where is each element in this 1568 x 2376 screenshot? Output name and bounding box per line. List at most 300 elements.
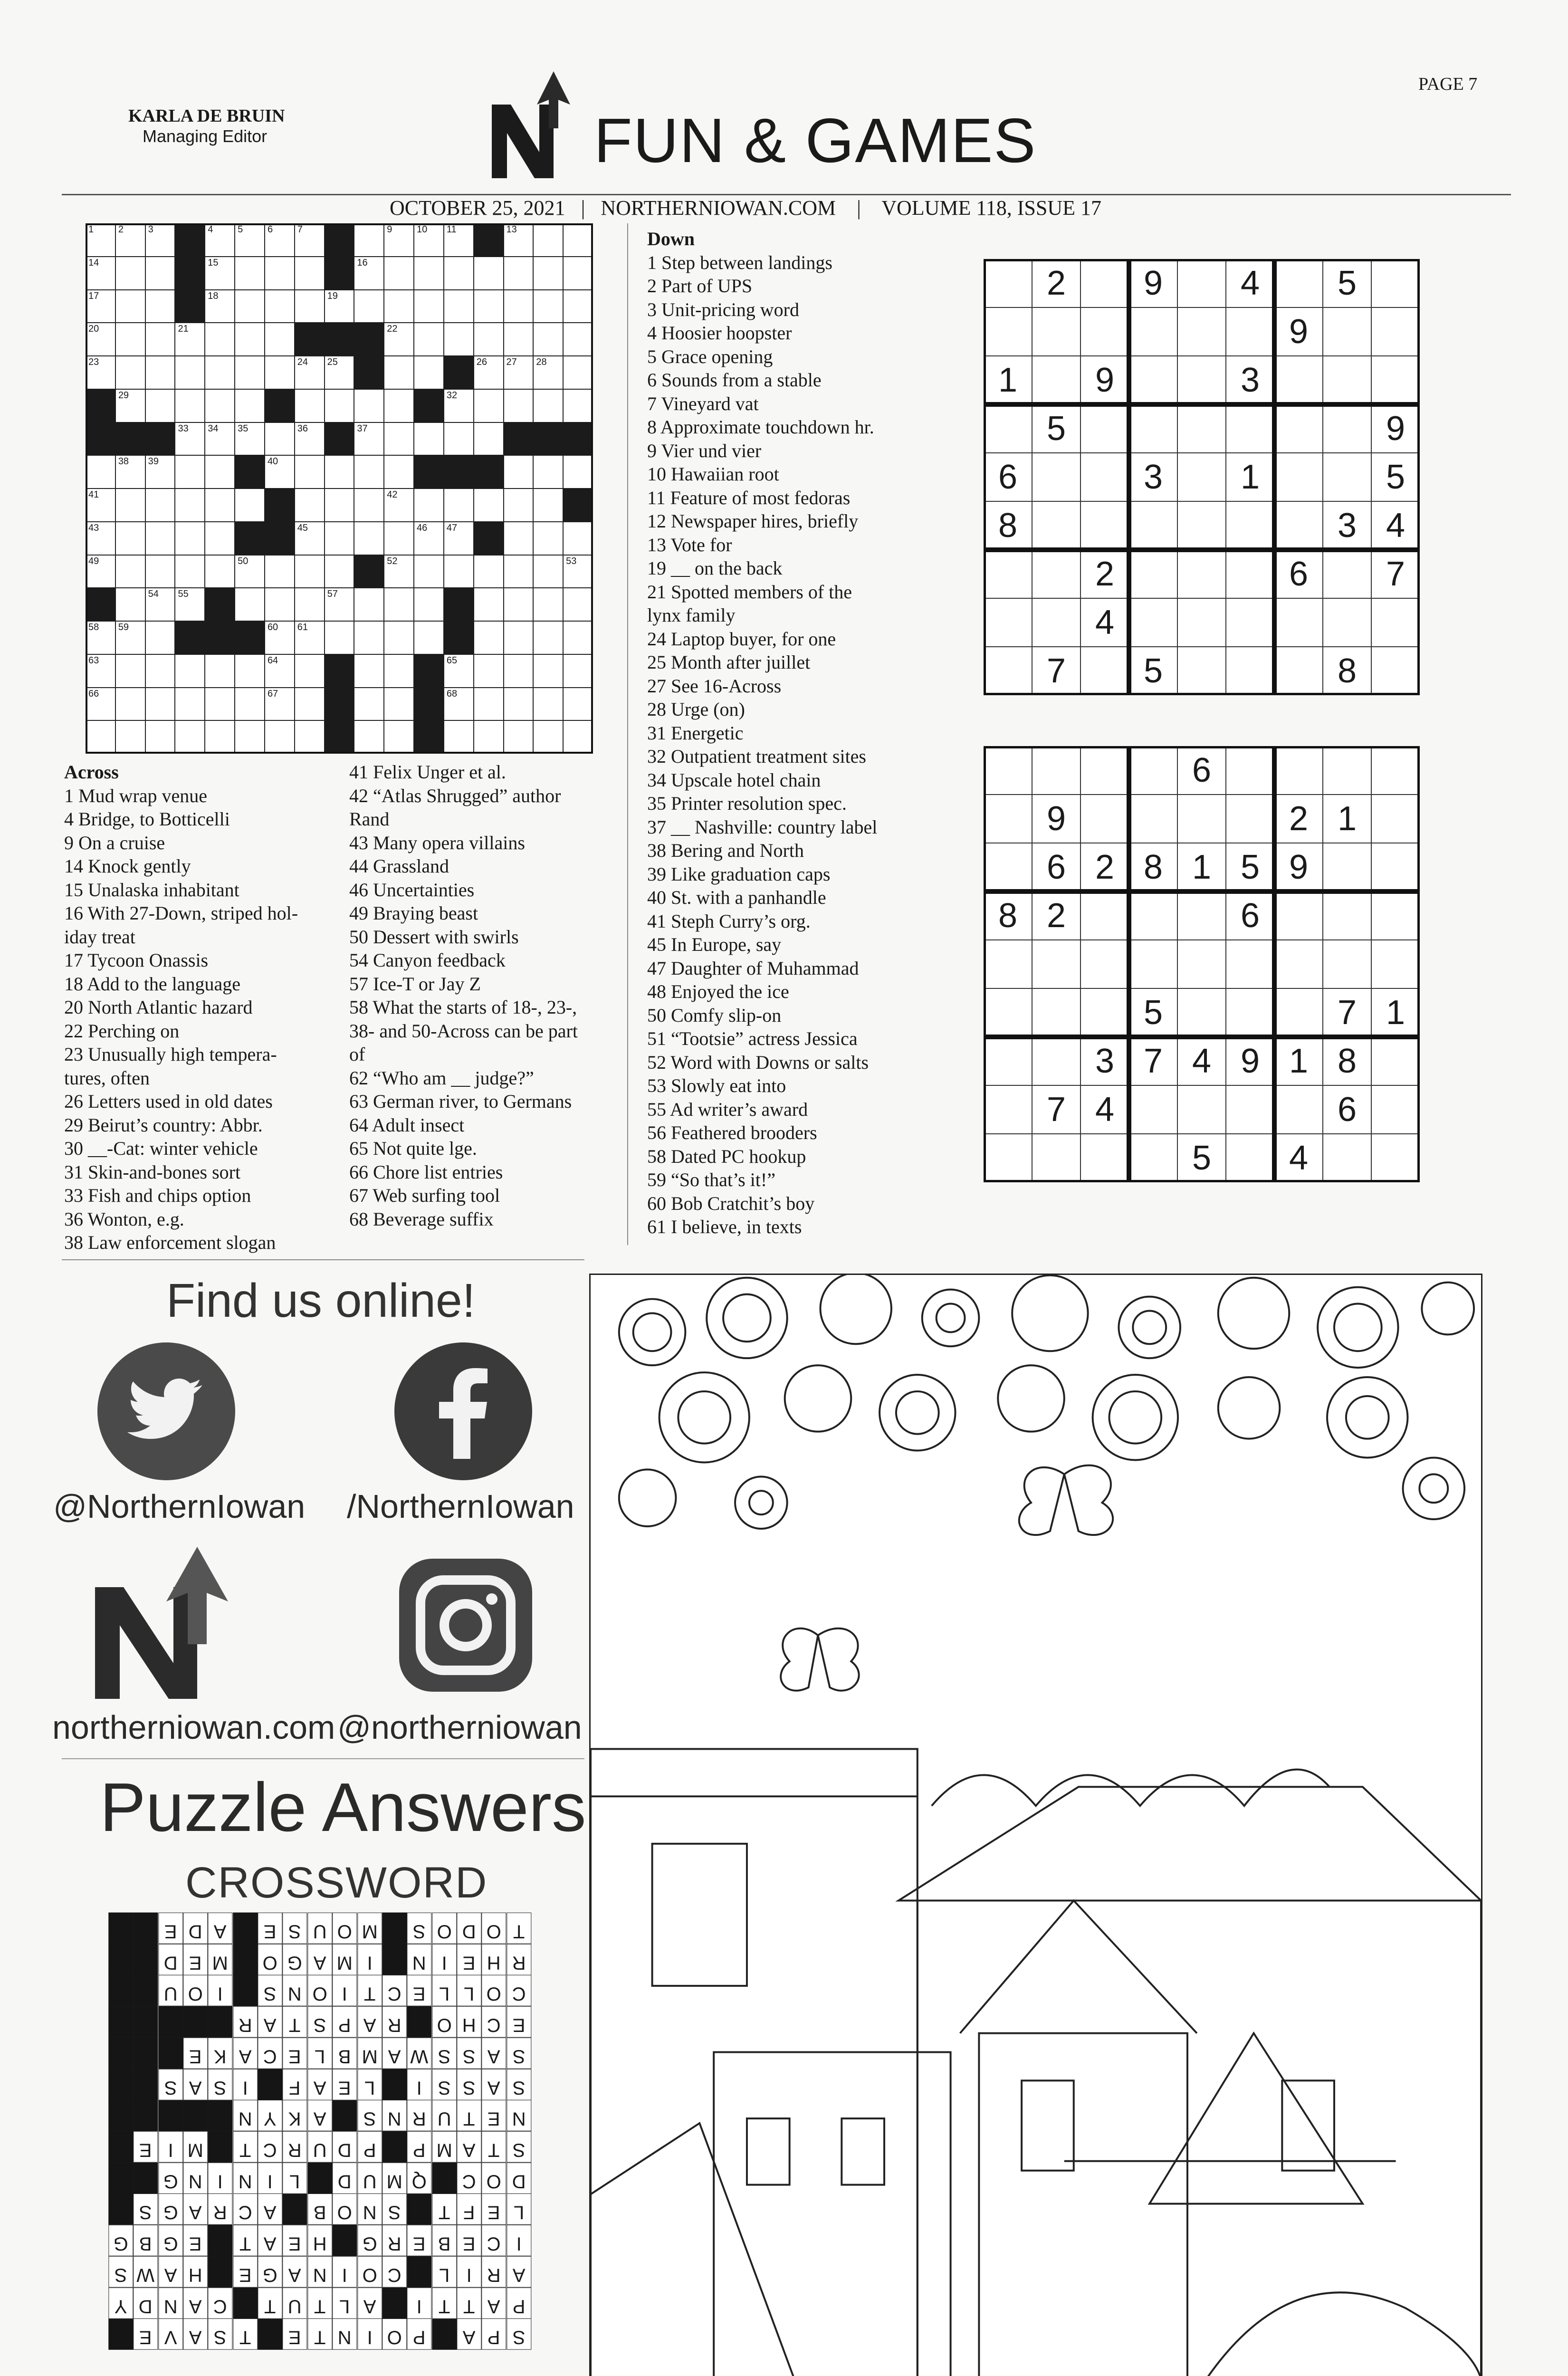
sudoku-cell[interactable] [984, 1085, 1032, 1134]
crossword-cell[interactable] [325, 489, 354, 522]
sudoku-cell[interactable] [1226, 598, 1274, 647]
crossword-cell[interactable] [205, 654, 235, 688]
sudoku-cell[interactable] [1080, 453, 1129, 501]
crossword-cell[interactable] [235, 588, 265, 621]
sudoku-cell[interactable] [1080, 647, 1129, 695]
crossword-cell[interactable] [384, 654, 414, 688]
site-url[interactable]: northerniowan.com [52, 1709, 335, 1746]
crossword-cell[interactable] [563, 588, 593, 621]
sudoku-cell[interactable] [1226, 940, 1274, 988]
crossword-cell[interactable] [175, 489, 205, 522]
sudoku-cell[interactable] [1323, 598, 1371, 647]
crossword-cell[interactable] [444, 290, 474, 323]
crossword-cell[interactable] [414, 489, 444, 522]
crossword-cell[interactable] [86, 489, 115, 522]
crossword-cell[interactable] [354, 257, 384, 290]
crossword-cell[interactable] [504, 455, 534, 489]
sudoku-cell[interactable] [1129, 550, 1177, 598]
crossword-cell[interactable] [145, 290, 175, 323]
sudoku-cell[interactable] [1177, 647, 1226, 695]
crossword-cell[interactable] [325, 290, 354, 323]
sudoku-cell[interactable] [1080, 988, 1129, 1037]
sudoku-cell[interactable] [1371, 795, 1420, 843]
sudoku-cell[interactable] [1177, 259, 1226, 307]
crossword-cell[interactable] [265, 323, 295, 356]
crossword-cell[interactable] [235, 720, 265, 754]
crossword-cell[interactable] [414, 588, 444, 621]
sudoku-cell[interactable] [1032, 453, 1080, 501]
sudoku-cell[interactable] [1274, 647, 1323, 695]
sudoku-cell[interactable] [1080, 404, 1129, 453]
crossword-cell[interactable] [295, 389, 325, 422]
sudoku-cell[interactable] [1371, 1085, 1420, 1134]
crossword-cell[interactable] [86, 290, 115, 323]
sudoku-cell[interactable] [984, 404, 1032, 453]
crossword-cell[interactable] [414, 621, 444, 654]
crossword-cell[interactable] [354, 654, 384, 688]
sudoku-cell[interactable] [984, 550, 1032, 598]
crossword-cell[interactable] [444, 389, 474, 422]
crossword-cell[interactable] [563, 720, 593, 754]
crossword-cell[interactable] [533, 323, 563, 356]
sudoku-cell[interactable] [1032, 746, 1080, 795]
crossword-cell[interactable] [205, 720, 235, 754]
sudoku-cell[interactable] [1080, 1134, 1129, 1182]
crossword-cell[interactable] [474, 290, 504, 323]
sudoku-cell[interactable] [1274, 1085, 1323, 1134]
sudoku-cell[interactable] [1274, 598, 1323, 647]
twitter-bird-icon[interactable] [95, 1340, 238, 1483]
crossword-cell[interactable] [145, 223, 175, 257]
sudoku-cell[interactable] [1177, 940, 1226, 988]
crossword-cell[interactable] [145, 588, 175, 621]
crossword-cell[interactable] [175, 389, 205, 422]
crossword-cell[interactable] [295, 688, 325, 721]
crossword-cell[interactable] [444, 522, 474, 555]
crossword-cell[interactable] [354, 522, 384, 555]
crossword-cell[interactable] [563, 290, 593, 323]
crossword-cell[interactable] [265, 422, 295, 456]
sudoku-cell[interactable] [1032, 1037, 1080, 1085]
crossword-cell[interactable] [205, 555, 235, 588]
sudoku-cell[interactable] [1129, 598, 1177, 647]
crossword-cell[interactable] [533, 455, 563, 489]
crossword-cell[interactable] [533, 257, 563, 290]
crossword-cell[interactable] [265, 555, 295, 588]
crossword-cell[interactable] [145, 356, 175, 389]
crossword-cell[interactable] [474, 389, 504, 422]
sudoku-cell[interactable] [1080, 259, 1129, 307]
sudoku-cell[interactable] [1226, 501, 1274, 550]
crossword-cell[interactable] [235, 223, 265, 257]
crossword-cell[interactable] [295, 223, 325, 257]
instagram-handle[interactable]: @northerniowan [337, 1709, 582, 1746]
crossword-cell[interactable] [86, 654, 115, 688]
crossword-cell[interactable] [504, 621, 534, 654]
crossword-cell[interactable] [205, 389, 235, 422]
crossword-cell[interactable] [354, 588, 384, 621]
crossword-cell[interactable] [205, 489, 235, 522]
crossword-cell[interactable] [474, 489, 504, 522]
sudoku-cell[interactable] [1371, 647, 1420, 695]
crossword-cell[interactable] [474, 688, 504, 721]
sudoku-cell[interactable] [1274, 891, 1323, 940]
crossword-cell[interactable] [325, 621, 354, 654]
crossword-cell[interactable] [504, 257, 534, 290]
crossword-cell[interactable] [504, 389, 534, 422]
sudoku-cell[interactable] [1323, 356, 1371, 404]
crossword-cell[interactable] [295, 489, 325, 522]
crossword-cell[interactable] [115, 555, 145, 588]
crossword-cell[interactable] [235, 257, 265, 290]
crossword-cell[interactable] [145, 621, 175, 654]
crossword-cell[interactable] [295, 522, 325, 555]
sudoku-cell[interactable] [1323, 404, 1371, 453]
sudoku-cell[interactable] [1274, 356, 1323, 404]
crossword-cell[interactable] [235, 323, 265, 356]
crossword-cell[interactable] [115, 588, 145, 621]
crossword-cell[interactable] [444, 422, 474, 456]
sudoku-cell[interactable] [1032, 988, 1080, 1037]
sudoku-cell[interactable] [1177, 404, 1226, 453]
sudoku-cell[interactable] [1032, 598, 1080, 647]
crossword-cell[interactable] [265, 223, 295, 257]
crossword-cell[interactable] [384, 323, 414, 356]
sudoku-cell[interactable] [1177, 988, 1226, 1037]
crossword-cell[interactable] [175, 588, 205, 621]
crossword-cell[interactable] [175, 555, 205, 588]
crossword-cell[interactable] [474, 621, 504, 654]
crossword-cell[interactable] [295, 720, 325, 754]
crossword-cell[interactable] [354, 422, 384, 456]
crossword-cell[interactable] [175, 455, 205, 489]
sudoku-cell[interactable] [1274, 404, 1323, 453]
twitter-handle[interactable]: @NorthernIowan [53, 1488, 306, 1525]
crossword-cell[interactable] [384, 422, 414, 456]
crossword-cell[interactable] [354, 389, 384, 422]
crossword-cell[interactable] [86, 688, 115, 721]
sudoku-cell[interactable] [984, 259, 1032, 307]
crossword-cell[interactable] [86, 257, 115, 290]
crossword-cell[interactable] [384, 455, 414, 489]
sudoku-cell[interactable] [1226, 1134, 1274, 1182]
crossword-cell[interactable] [205, 290, 235, 323]
crossword-cell[interactable] [205, 522, 235, 555]
crossword-cell[interactable] [295, 422, 325, 456]
crossword-cell[interactable] [414, 522, 444, 555]
sudoku-cell[interactable] [984, 647, 1032, 695]
crossword-cell[interactable] [533, 290, 563, 323]
sudoku-cell[interactable] [984, 940, 1032, 988]
sudoku-cell[interactable] [1371, 356, 1420, 404]
sudoku-cell[interactable] [1226, 1085, 1274, 1134]
crossword-cell[interactable] [145, 389, 175, 422]
sudoku-cell[interactable] [1129, 307, 1177, 356]
crossword-cell[interactable] [175, 356, 205, 389]
crossword-cell[interactable] [444, 555, 474, 588]
crossword-cell[interactable] [474, 323, 504, 356]
crossword-cell[interactable] [325, 555, 354, 588]
crossword-cell[interactable] [235, 489, 265, 522]
sudoku-cell[interactable] [1177, 1085, 1226, 1134]
crossword-cell[interactable] [444, 223, 474, 257]
crossword-cell[interactable] [175, 688, 205, 721]
crossword-cell[interactable] [504, 588, 534, 621]
sudoku-cell[interactable] [1080, 746, 1129, 795]
sudoku-cell[interactable] [1323, 940, 1371, 988]
sudoku-cell[interactable] [1371, 891, 1420, 940]
crossword-cell[interactable] [504, 522, 534, 555]
crossword-cell[interactable] [474, 654, 504, 688]
crossword-cell[interactable] [563, 223, 593, 257]
crossword-cell[interactable] [384, 621, 414, 654]
crossword-cell[interactable] [265, 356, 295, 389]
crossword-cell[interactable] [504, 489, 534, 522]
crossword-cell[interactable] [235, 422, 265, 456]
sudoku-cell[interactable] [984, 988, 1032, 1037]
crossword-cell[interactable] [504, 323, 534, 356]
crossword-cell[interactable] [86, 522, 115, 555]
crossword-cell[interactable] [115, 654, 145, 688]
crossword-cell[interactable] [205, 323, 235, 356]
crossword-cell[interactable] [265, 654, 295, 688]
crossword-cell[interactable] [384, 489, 414, 522]
sudoku-cell[interactable] [1323, 1134, 1371, 1182]
sudoku-cell[interactable] [1323, 843, 1371, 891]
crossword-cell[interactable] [563, 522, 593, 555]
crossword-cell[interactable] [295, 654, 325, 688]
crossword-cell[interactable] [563, 323, 593, 356]
crossword-cell[interactable] [175, 522, 205, 555]
sudoku-cell[interactable] [1371, 1037, 1420, 1085]
crossword-cell[interactable] [533, 588, 563, 621]
crossword-cell[interactable] [384, 356, 414, 389]
sudoku-cell[interactable] [1177, 598, 1226, 647]
sudoku-cell[interactable] [1177, 453, 1226, 501]
crossword-cell[interactable] [295, 290, 325, 323]
sudoku-cell[interactable] [1177, 356, 1226, 404]
crossword-cell[interactable] [115, 688, 145, 721]
sudoku-cell[interactable] [1226, 307, 1274, 356]
crossword-cell[interactable] [115, 356, 145, 389]
sudoku-cell[interactable] [1032, 356, 1080, 404]
crossword-cell[interactable] [115, 455, 145, 489]
crossword-cell[interactable] [354, 720, 384, 754]
crossword-cell[interactable] [533, 522, 563, 555]
crossword-cell[interactable] [354, 621, 384, 654]
crossword-cell[interactable] [384, 588, 414, 621]
sudoku-cell[interactable] [1226, 746, 1274, 795]
crossword-cell[interactable] [414, 356, 444, 389]
crossword-cell[interactable] [86, 356, 115, 389]
crossword-cell[interactable] [504, 654, 534, 688]
crossword-cell[interactable] [384, 290, 414, 323]
crossword-cell[interactable] [295, 621, 325, 654]
sudoku-cell[interactable] [1274, 746, 1323, 795]
sudoku-cell[interactable] [984, 795, 1032, 843]
crossword-cell[interactable] [235, 654, 265, 688]
crossword-cell[interactable] [145, 555, 175, 588]
crossword-cell[interactable] [444, 688, 474, 721]
crossword-cell[interactable] [563, 356, 593, 389]
crossword-cell[interactable] [533, 489, 563, 522]
crossword-cell[interactable] [533, 356, 563, 389]
crossword-cell[interactable] [145, 720, 175, 754]
crossword-cell[interactable] [533, 654, 563, 688]
crossword-cell[interactable] [354, 688, 384, 721]
crossword-cell[interactable] [533, 688, 563, 721]
sudoku-cell[interactable] [1274, 501, 1323, 550]
sudoku-cell[interactable] [1323, 746, 1371, 795]
crossword-cell[interactable] [563, 455, 593, 489]
crossword-cell[interactable] [145, 654, 175, 688]
sudoku-cell[interactable] [1032, 1134, 1080, 1182]
sudoku-cell[interactable] [1129, 891, 1177, 940]
sudoku-cell[interactable] [1080, 891, 1129, 940]
crossword-cell[interactable] [86, 555, 115, 588]
crossword-cell[interactable] [235, 356, 265, 389]
crossword-cell[interactable] [205, 688, 235, 721]
crossword-cell[interactable] [145, 522, 175, 555]
crossword-cell[interactable] [504, 223, 534, 257]
crossword-cell[interactable] [86, 455, 115, 489]
crossword-cell[interactable] [563, 555, 593, 588]
sudoku-cell[interactable] [1080, 940, 1129, 988]
sudoku-cell[interactable] [1129, 356, 1177, 404]
sudoku-cell[interactable] [1371, 940, 1420, 988]
crossword-cell[interactable] [563, 389, 593, 422]
crossword-cell[interactable] [474, 720, 504, 754]
crossword-cell[interactable] [533, 621, 563, 654]
sudoku-cell[interactable] [1177, 307, 1226, 356]
crossword-cell[interactable] [145, 489, 175, 522]
sudoku-cell[interactable] [1371, 1134, 1420, 1182]
crossword-cell[interactable] [384, 720, 414, 754]
crossword-cell[interactable] [474, 356, 504, 389]
crossword-cell[interactable] [205, 257, 235, 290]
crossword-cell[interactable] [384, 688, 414, 721]
crossword-cell[interactable] [115, 720, 145, 754]
crossword-cell[interactable] [563, 257, 593, 290]
sudoku-cell[interactable] [1129, 746, 1177, 795]
sudoku-cell[interactable] [1129, 1085, 1177, 1134]
crossword-cell[interactable] [533, 720, 563, 754]
crossword-cell[interactable] [563, 688, 593, 721]
crossword-cell[interactable] [86, 323, 115, 356]
crossword-cell[interactable] [384, 389, 414, 422]
crossword-cell[interactable] [145, 257, 175, 290]
crossword-cell[interactable] [205, 455, 235, 489]
crossword-cell[interactable] [175, 323, 205, 356]
crossword-cell[interactable] [414, 257, 444, 290]
sudoku-cell[interactable] [984, 843, 1032, 891]
crossword-cell[interactable] [444, 654, 474, 688]
sudoku-cell[interactable] [1080, 795, 1129, 843]
crossword-cell[interactable] [205, 422, 235, 456]
crossword-cell[interactable] [265, 455, 295, 489]
sudoku-cell[interactable] [1032, 501, 1080, 550]
crossword-cell[interactable] [235, 389, 265, 422]
sudoku-cell[interactable] [984, 746, 1032, 795]
crossword-cell[interactable] [115, 522, 145, 555]
crossword-cell[interactable] [235, 555, 265, 588]
crossword-cell[interactable] [265, 588, 295, 621]
crossword-cell[interactable] [474, 588, 504, 621]
crossword-cell[interactable] [115, 257, 145, 290]
sudoku-cell[interactable] [1177, 891, 1226, 940]
sudoku-cell[interactable] [1177, 795, 1226, 843]
crossword-cell[interactable] [265, 688, 295, 721]
crossword-cell[interactable] [504, 290, 534, 323]
crossword-cell[interactable] [444, 489, 474, 522]
facebook-handle[interactable]: /NorthernIowan [347, 1488, 574, 1525]
crossword-cell[interactable] [384, 522, 414, 555]
crossword-cell[interactable] [265, 290, 295, 323]
crossword-cell[interactable] [325, 455, 354, 489]
crossword-cell[interactable] [384, 555, 414, 588]
crossword-cell[interactable] [86, 621, 115, 654]
crossword-cell[interactable] [235, 688, 265, 721]
sudoku-cell[interactable] [1226, 550, 1274, 598]
sudoku-cell[interactable] [1080, 501, 1129, 550]
sudoku-cell[interactable] [1323, 550, 1371, 598]
crossword-cell[interactable] [414, 223, 444, 257]
crossword-cell[interactable] [115, 389, 145, 422]
crossword-cell[interactable] [205, 356, 235, 389]
crossword-cell[interactable] [414, 323, 444, 356]
sudoku-cell[interactable] [1080, 307, 1129, 356]
crossword-cell[interactable] [115, 290, 145, 323]
sudoku-cell[interactable] [1129, 795, 1177, 843]
instagram-camera-icon[interactable] [394, 1554, 537, 1696]
crossword-cell[interactable] [115, 323, 145, 356]
sudoku-cell[interactable] [1226, 647, 1274, 695]
crossword-cell[interactable] [414, 555, 444, 588]
crossword-cell[interactable] [295, 588, 325, 621]
sudoku-cell[interactable] [1274, 940, 1323, 988]
sudoku-cell[interactable] [1371, 843, 1420, 891]
crossword-cell[interactable] [354, 290, 384, 323]
crossword-cell[interactable] [115, 223, 145, 257]
sudoku-cell[interactable] [1226, 988, 1274, 1037]
sudoku-cell[interactable] [1177, 501, 1226, 550]
crossword-cell[interactable] [533, 389, 563, 422]
crossword-cell[interactable] [295, 356, 325, 389]
crossword-cell[interactable] [533, 223, 563, 257]
crossword-cell[interactable] [474, 555, 504, 588]
crossword-cell[interactable] [354, 489, 384, 522]
sudoku-cell[interactable] [1323, 891, 1371, 940]
sudoku-cell[interactable] [984, 1134, 1032, 1182]
sudoku-cell[interactable] [984, 598, 1032, 647]
crossword-cell[interactable] [533, 555, 563, 588]
crossword-cell[interactable] [145, 688, 175, 721]
sudoku-cell[interactable] [1129, 940, 1177, 988]
crossword-cell[interactable] [265, 621, 295, 654]
crossword-cell[interactable] [474, 257, 504, 290]
sudoku-cell[interactable] [1371, 746, 1420, 795]
crossword-cell[interactable] [384, 223, 414, 257]
sudoku-cell[interactable] [1226, 795, 1274, 843]
crossword-cell[interactable] [145, 455, 175, 489]
sudoku-cell[interactable] [1274, 453, 1323, 501]
crossword-cell[interactable] [265, 720, 295, 754]
crossword-cell[interactable] [295, 455, 325, 489]
crossword-cell[interactable] [444, 720, 474, 754]
sudoku-cell[interactable] [1274, 259, 1323, 307]
crossword-cell[interactable] [354, 455, 384, 489]
sudoku-cell[interactable] [1371, 259, 1420, 307]
